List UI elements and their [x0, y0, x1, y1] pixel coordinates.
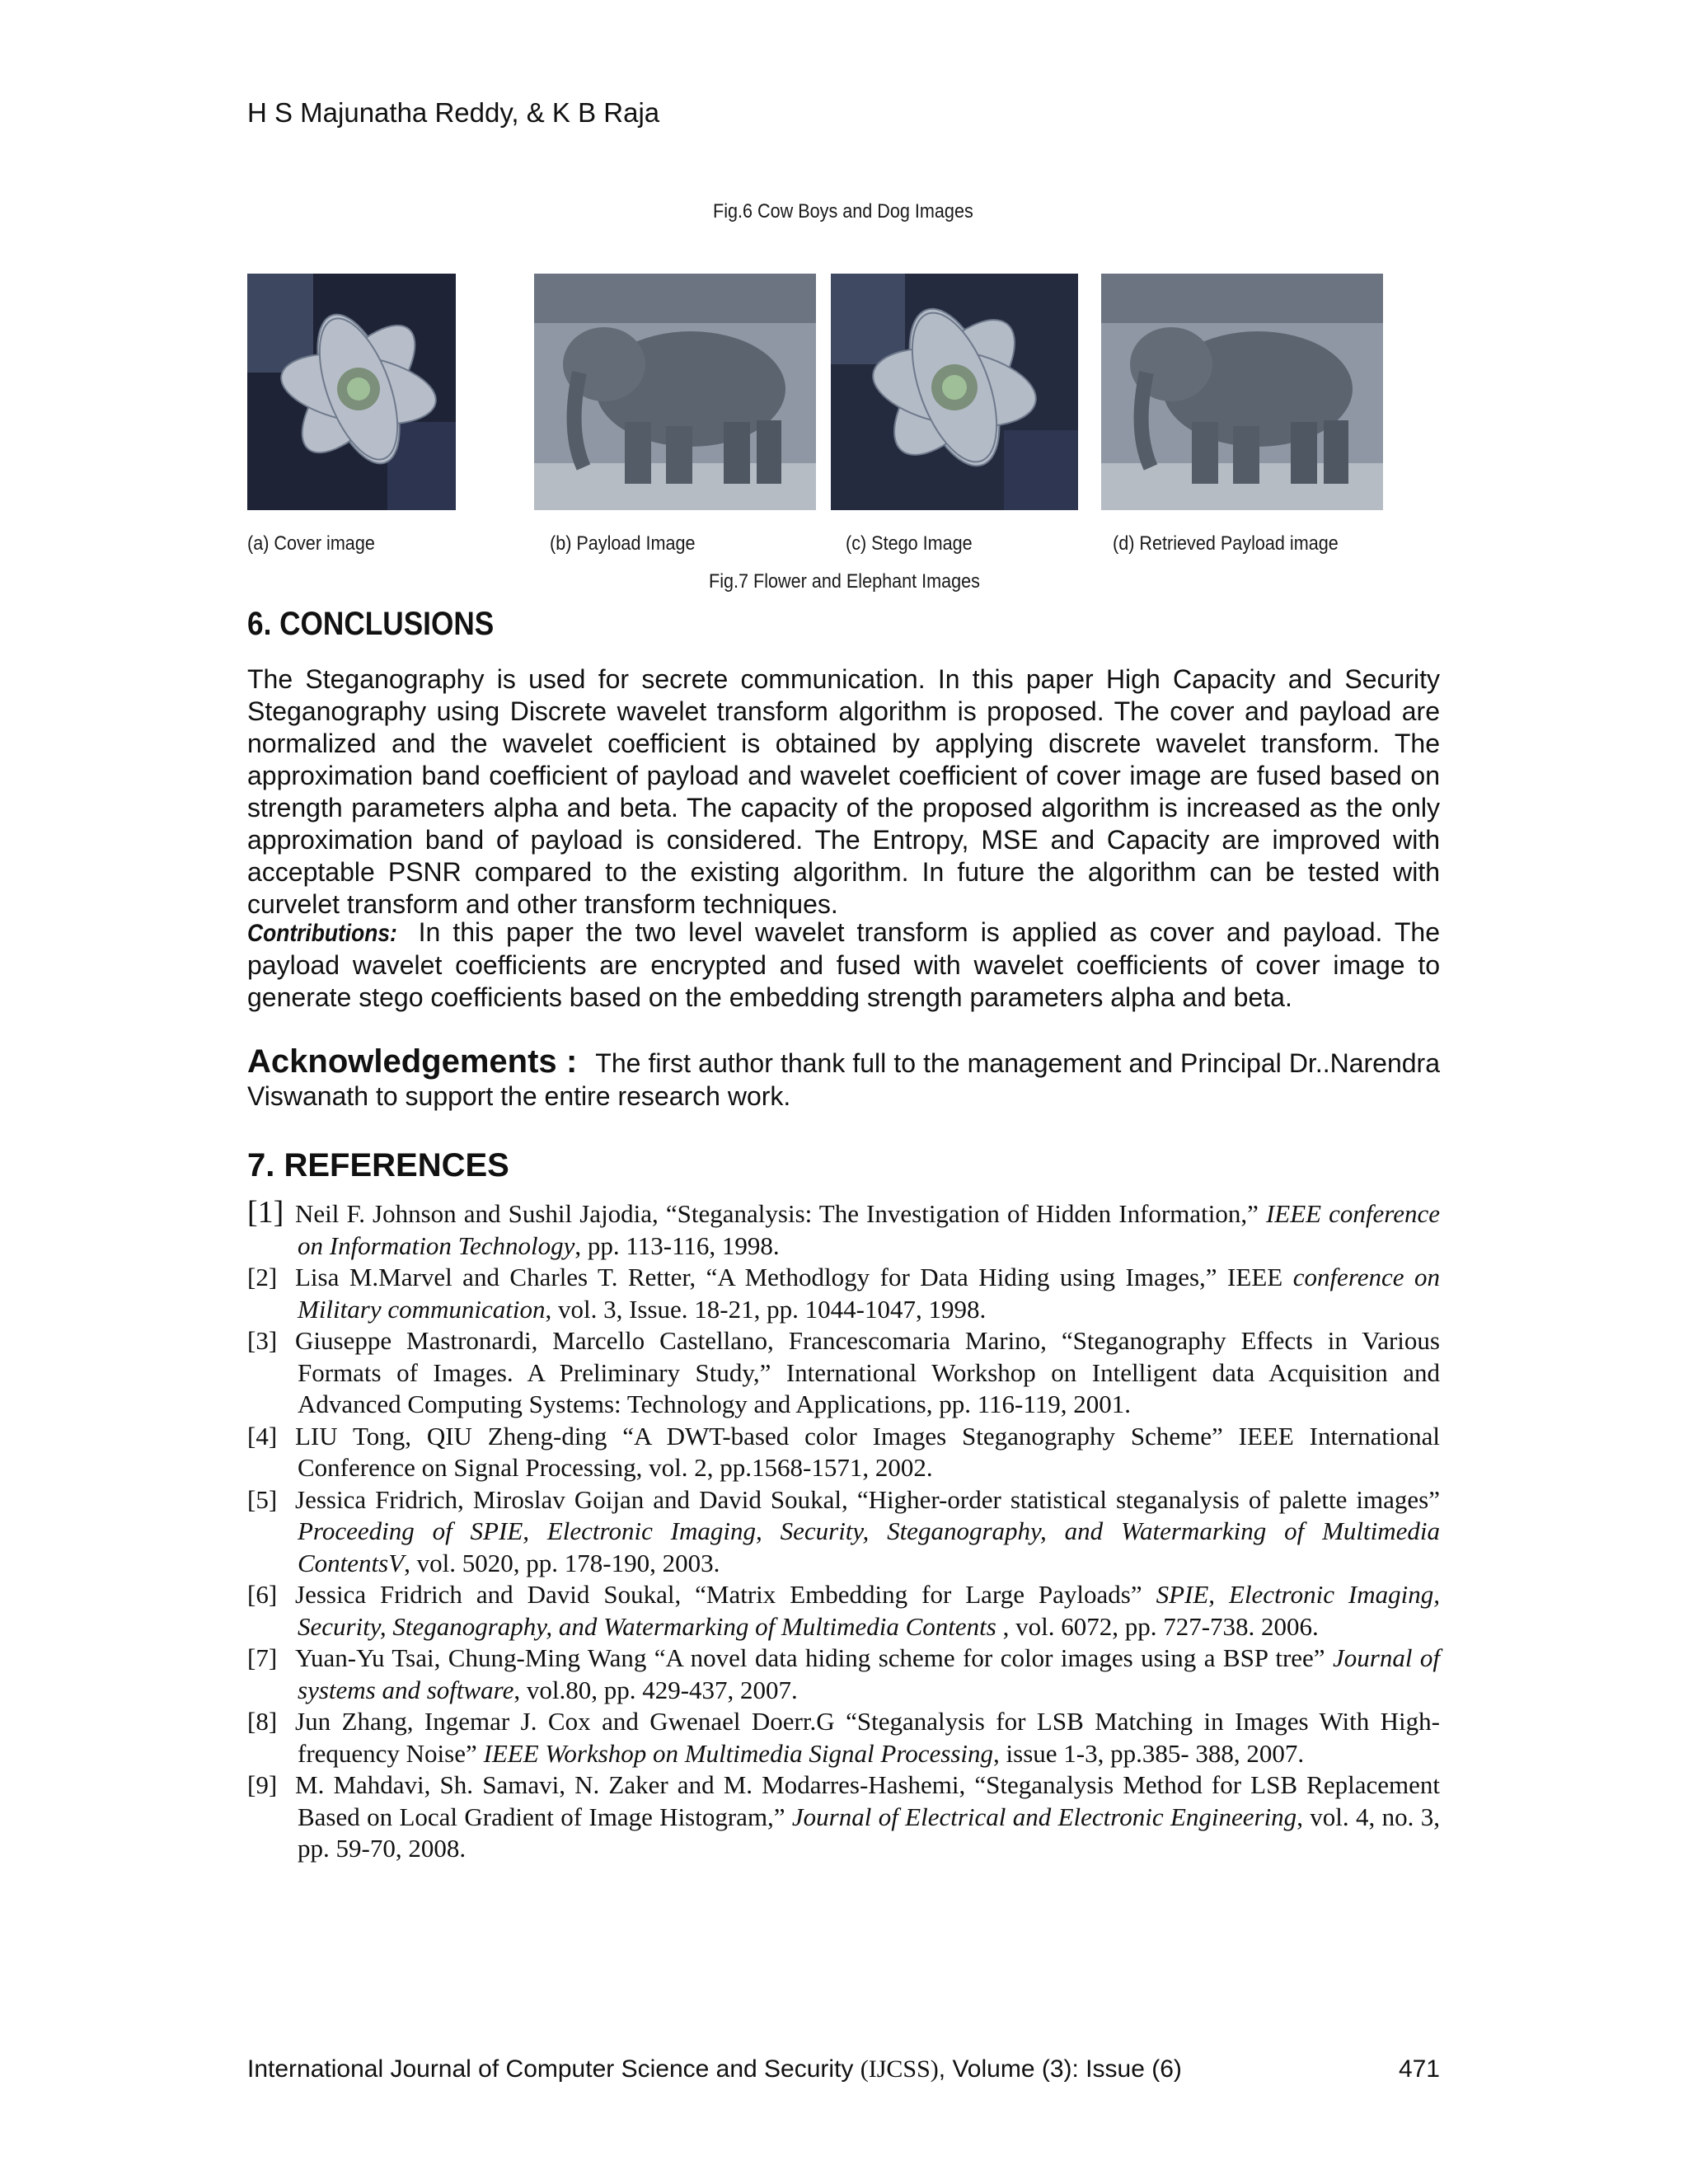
figure-7-caption: Fig.7 Flower and Elephant Images	[709, 570, 980, 593]
reference-item: [3] Giuseppe Mastronardi, Marcello Castellano, Francescomaria Marino, “Steganography Effects in Various Formats of Images. A Preliminary Study,” International Workshop on Intelligent data Acquisition and Advanced Computing Systems: Technology and Applications, pp. 116-119, 2001.	[247, 1326, 1440, 1418]
reference-item: [7] Yuan-Yu Tsai, Chung-Ming Wang “A novel data hiding scheme for color images using a BSP tree” Journal of systems and software, vol.80, pp. 429-437, 2007.	[247, 1643, 1440, 1704]
acknowledgements-text: The first author thank full to the management and Principal Dr..Narendra Viswanath to support the entire research work.	[247, 1048, 1441, 1111]
reference-item: [4] LIU Tong, QIU Zheng-ding “A DWT-based color Images Steganography Scheme” IEEE International Conference on Signal Processing, vol. 2, pp.1568-1571, 2002.	[247, 1421, 1440, 1482]
subcaption-stego-image: (c) Stego Image	[846, 532, 973, 555]
contributions-paragraph	[247, 916, 1440, 1014]
reference-item: [2] Lisa M.Marvel and Charles T. Retter, “A Methodlogy for Data Hiding using Images,” IEEE conference on Military communication, vol. 3, Issue. 18-21, pp. 1044-1047, 1998.	[247, 1263, 1440, 1324]
references-list	[247, 1197, 1440, 1865]
reference-item: [9] M. Mahdavi, Sh. Samavi, N. Zaker and M. Modarres-Hashemi, “Steganalysis Method for LSB Replacement Based on Local Gradient of Image Histogram,” Journal of Electrical and Electronic Engineering, vol. 4, no. 3, pp. 59-70, 2008.	[247, 1770, 1440, 1863]
references-heading: 7. REFERENCES	[247, 1147, 509, 1183]
retrieved-payload-image-elephant	[1101, 274, 1383, 510]
page-footer	[247, 2055, 1440, 2083]
reference-item: [8] Jun Zhang, Ingemar J. Cox and Gwenael Doerr.G “Steganalysis for LSB Matching in Images With High-frequency Noise” IEEE Workshop on Multimedia Signal Processing, issue 1-3, pp.385- 388, 2007.	[247, 1707, 1440, 1768]
acknowledgements-paragraph	[247, 1045, 1440, 1113]
contributions-label: Contributions:	[247, 920, 397, 947]
stego-image-flower	[831, 274, 1078, 510]
figure-6-caption: Fig.6 Cow Boys and Dog Images	[713, 200, 973, 223]
reference-item: [1] Neil F. Johnson and Sushil Jajodia, “Steganalysis: The Investigation of Hidden Information,” IEEE conference on Information Technology, pp. 113-116, 1998.	[247, 1195, 1440, 1260]
conclusions-heading: 6. CONCLUSIONS	[247, 606, 495, 642]
footer-journal: International Journal of Computer Science and Security (IJCSS), Volume (3): Issue (6)	[247, 2055, 1182, 2083]
reference-item: [6] Jessica Fridrich and David Soukal, “Matrix Embedding for Large Payloads” SPIE, Electronic Imaging, Security, Steganography, and Watermarking of Multimedia Contents , vol. 6072, pp. 727-738. 2006.	[247, 1580, 1441, 1641]
subcaption-cover-image: (a) Cover image	[247, 532, 375, 555]
acknowledgements-label: Acknowledgements :	[247, 1043, 578, 1080]
reference-item: [5] Jessica Fridrich, Miroslav Goijan and David Soukal, “Higher-order statistical steganalysis of palette images” Proceeding of SPIE, Electronic Imaging, Security, Steganography, and Watermarking of Multimedia ContentsV, vol. 5020, pp. 178-190, 2003.	[247, 1484, 1440, 1577]
running-header: H S Majunatha Reddy, & K B Raja	[247, 97, 660, 128]
cover-image-flower	[247, 274, 456, 510]
contributions-text: In this paper the two level wavelet transform is applied as cover and payload. The payload wavelet coefficients are encrypted and fused with wavelet coefficients of cover image to generate stego coefficients based on the embedding strength parameters alpha and beta.	[247, 917, 1440, 1012]
page-number: 471	[1398, 2055, 1440, 2083]
payload-image-elephant	[534, 274, 816, 510]
conclusions-paragraph: The Steganography is used for secrete communication. In this paper High Capacity and Security Steganography using Discrete wavelet transform algorithm is proposed. The cover and payload are normalized and the wavelet coefficient is obtained by applying discrete wavelet transform. The approximation band coefficient of payload and wavelet coefficient of cover image are fused based on strength parameters alpha and beta. The capacity of the proposed algorithm is increased as the only approximation band of payload is considered. The Entropy, MSE and Capacity are improved with acceptable PSNR compared to the existing algorithm. In future the algorithm can be tested with curvelet transform and other transform techniques.	[247, 664, 1440, 919]
subcaption-payload-image: (b) Payload Image	[550, 532, 696, 555]
subcaption-retrieved-payload: (d) Retrieved Payload image	[1113, 532, 1339, 555]
